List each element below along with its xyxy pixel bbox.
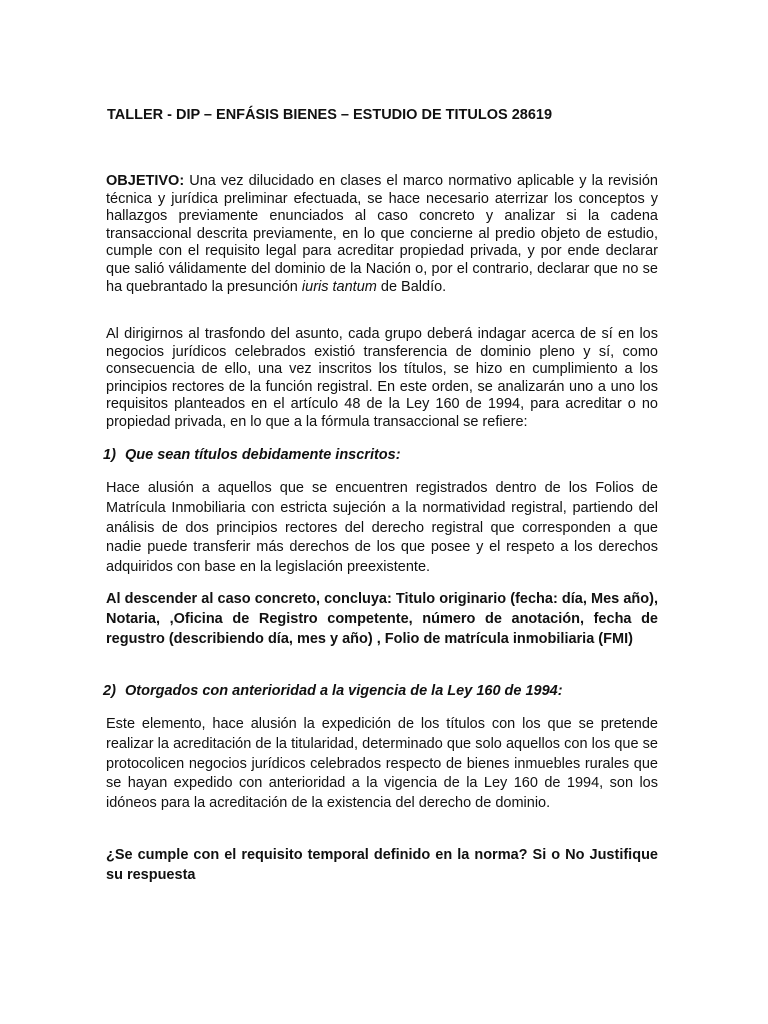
section-2-heading <box>103 683 563 699</box>
section-1-heading <box>103 447 401 463</box>
objective-label: OBJETIVO: <box>106 173 185 189</box>
section-1-number: 1) <box>103 447 116 463</box>
objective-text: Una vez dilucidado en clases el marco normativo aplicable y la revisión técnica y jurídica preliminar efectuada, se hace necesario aterrizar los conceptos y hallazgos previamente enunciados al caso concreto y analizar si la cadena transaccional descrita previamente, en lo que concierne al predio objeto de estudio, cumple con el requisito legal para acreditar propiedad privada, y por ende declarar que salió válidamente del dominio de la Nación o, por el contrario, declarar que no se ha quebrantado la presunción <box>106 173 658 295</box>
section-1-body: Hace alusión a aquellos que se encuentren registrados dentro de los Folios de Matrícula Inmobiliaria con estricta sujeción a la normatividad registral, partiendo del análisis de dos principios rectores del derecho registral que corresponden a que nadie puede transferir más derechos de los que posee y el respeto a los derechos adquiridos con base en la legislación preexistente. <box>106 480 658 576</box>
objective-paragraph <box>106 173 658 296</box>
section-2-body: Este elemento, hace alusión la expedición de los títulos con los que se pretende realizar la acreditación de la titularidad, determinado que solo aquellos con los que se protocolicen negocios jurídicos celebrados respecto de bienes inmuebles rurales que se hayan expedido con anterioridad a la vigencia de la Ley 160 de 1994, son los idóneos para la acreditación de la existencia del derecho de dominio. <box>106 716 658 812</box>
section-2-question: ¿Se cumple con el requisito temporal definido en la norma? Si o No Justifique su respuesta <box>106 847 658 883</box>
section-2-number: 2) <box>103 683 116 699</box>
objective-italic-term: iuris tantum <box>301 278 377 295</box>
section-1-question: Al descender al caso concreto, concluya: Titulo originario (fecha: día, Mes año), Notaria, ,Oficina de Registro competente, número de anotación, fecha de regustro (describiendo día, mes y año) , Folio de matrícula inmobiliaria (FMI) <box>106 591 658 647</box>
section-1-title: Que sean títulos debidamente inscritos: <box>125 447 401 463</box>
section-2-title: Otorgados con anterioridad a la vigencia de la Ley 160 de 1994: <box>125 683 563 699</box>
intro-paragraph: Al dirigirnos al trasfondo del asunto, cada grupo deberá indagar acerca de sí en los negocios jurídicos celebrados existió transferencia de dominio pleno y sí, como consecuencia de ello, una vez inscritos los títulos, se hizo en cumplimiento a los principios rectores de la función registral. En este orden, se analizarán uno a uno los requisitos planteados en el artículo 48 de la Ley 160 de 1994, para acreditar o no propiedad privada, en lo que a la fórmula transaccional se refiere: <box>106 326 658 430</box>
objective-text-end: de Baldío. <box>376 278 447 295</box>
document-title: TALLER - DIP – ENFÁSIS BIENES – ESTUDIO DE TITULOS 28619 <box>107 107 553 123</box>
